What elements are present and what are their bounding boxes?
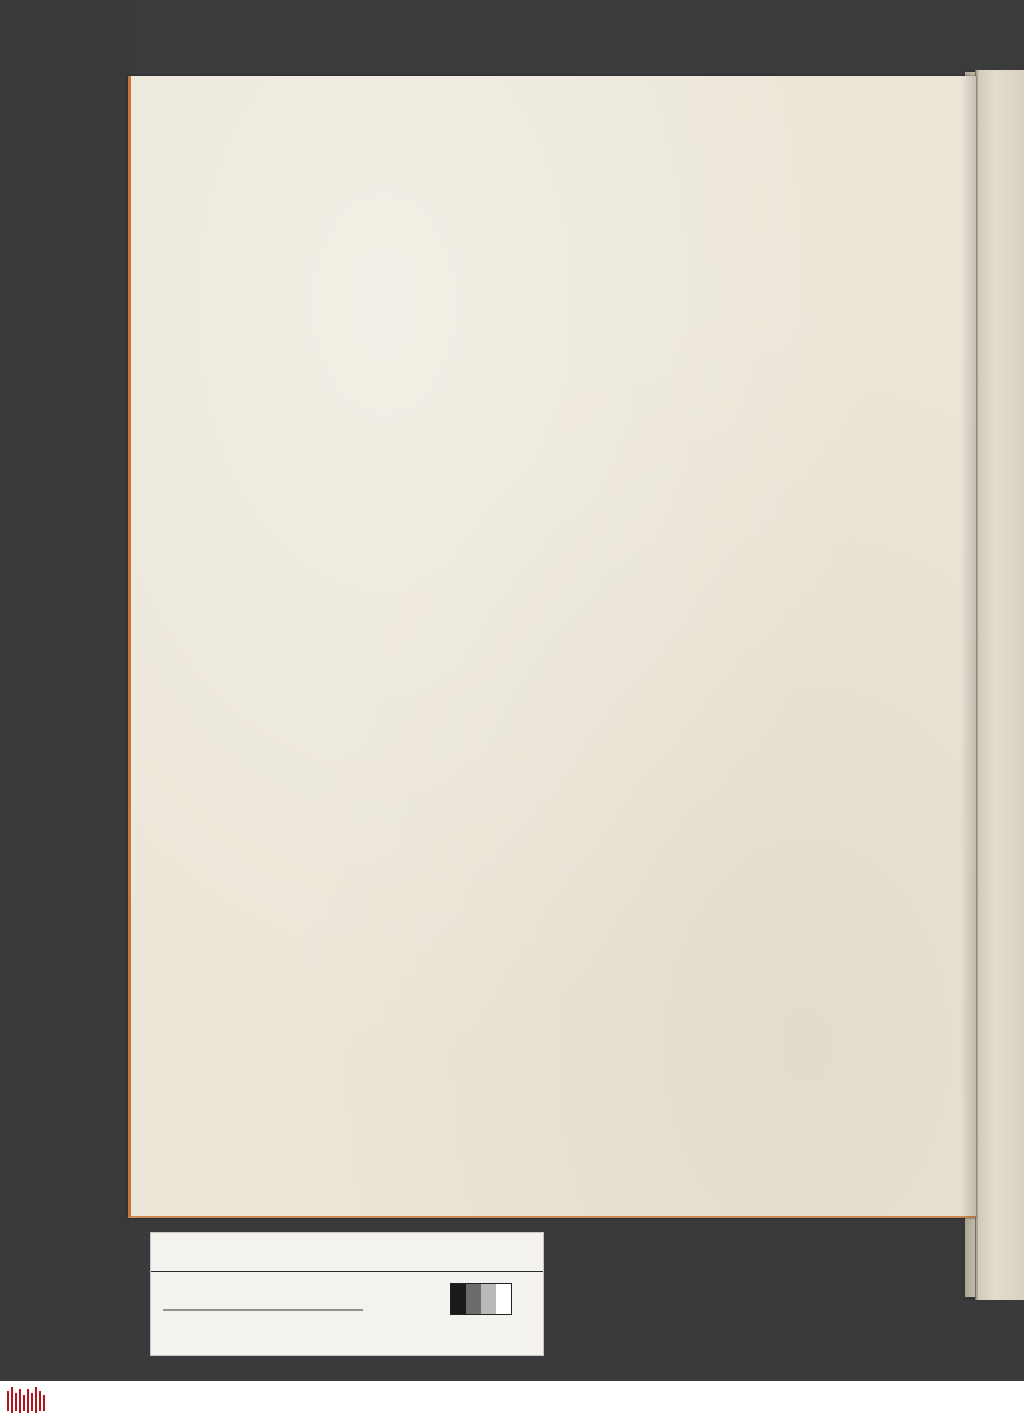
ruler-scale [163, 1283, 363, 1311]
binding-shadow [960, 70, 978, 1300]
library-color-target [150, 1232, 544, 1356]
book-page [128, 76, 976, 1218]
gray-scale-swatch [450, 1283, 512, 1315]
hab-logo-icon [6, 1385, 48, 1415]
facing-page [975, 70, 1024, 1300]
scanner-background-top [0, 0, 1024, 75]
footer-bar [0, 1381, 1024, 1419]
scanner-background-left [0, 0, 130, 1380]
label-divider [151, 1271, 543, 1272]
